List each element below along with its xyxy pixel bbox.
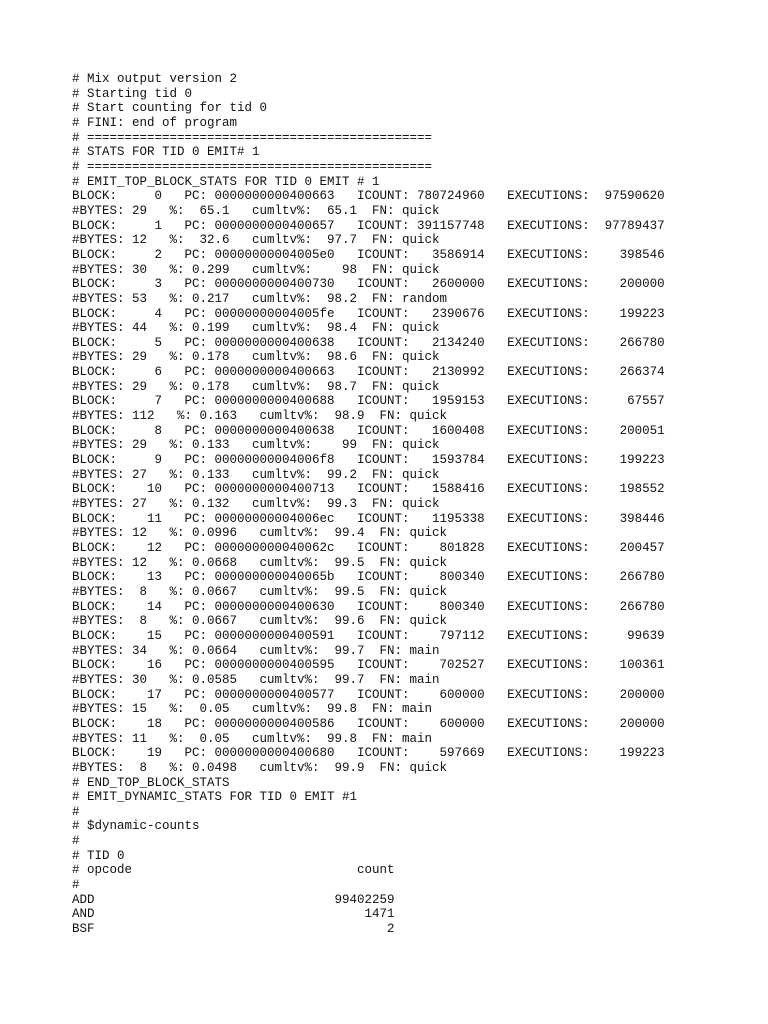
text-line: #BYTES: 53 %: 0.217 cumltv%: 98.2 FN: random — [72, 291, 448, 306]
text-line: ADD 99402259 — [72, 892, 395, 907]
text-line: BLOCK: 11 PC: 00000000004006ec ICOUNT: 1195338 EXECUTIONS: 398446 — [72, 511, 665, 526]
text-line: #BYTES: 8 %: 0.0498 cumltv%: 99.9 FN: quick — [72, 760, 448, 775]
text-line: BLOCK: 0 PC: 0000000000400663 ICOUNT: 780724960 EXECUTIONS: 97590620 — [72, 189, 665, 204]
text-line: # TID 0 — [72, 848, 125, 863]
text-line: BLOCK: 12 PC: 000000000040062c ICOUNT: 801828 EXECUTIONS: 200457 — [72, 541, 665, 555]
text-line: #BYTES: 27 %: 0.133 cumltv%: 99.2 FN: quick — [72, 467, 440, 482]
text-line: BLOCK: 9 PC: 00000000004006f8 ICOUNT: 1593784 EXECUTIONS: 199223 — [72, 453, 665, 468]
text-line: BLOCK: 17 PC: 0000000000400577 ICOUNT: 600000 EXECUTIONS: 200000 — [72, 687, 665, 702]
text-line: # — [72, 804, 80, 819]
text-line: #BYTES: 8 %: 0.0667 cumltv%: 99.6 FN: quick — [72, 614, 448, 629]
text-line: #BYTES: 8 %: 0.0667 cumltv%: 99.5 FN: quick — [72, 584, 448, 599]
text-line: # ============================================== — [72, 159, 433, 174]
text-line: #BYTES: 15 %: 0.05 cumltv%: 99.8 FN: main — [72, 702, 433, 717]
text-line: #BYTES: 30 %: 0.0585 cumltv%: 99.7 FN: main — [72, 672, 440, 687]
text-line: # Starting tid 0 — [72, 86, 193, 101]
text-line: #BYTES: 34 %: 0.0664 cumltv%: 99.7 FN: main — [72, 643, 440, 658]
text-line: BSF 2 — [72, 922, 395, 937]
text-line: #BYTES: 44 %: 0.199 cumltv%: 98.4 FN: quick — [72, 321, 440, 336]
text-line: BLOCK: 10 PC: 0000000000400713 ICOUNT: 1588416 EXECUTIONS: 198552 — [72, 482, 665, 497]
text-line: # END_TOP_BLOCK_STATS — [72, 775, 230, 790]
text-line: BLOCK: 14 PC: 0000000000400630 ICOUNT: 800340 EXECUTIONS: 266780 — [72, 599, 665, 614]
text-line: # opcode count — [72, 863, 395, 878]
text-line: #BYTES: 11 %: 0.05 cumltv%: 99.8 FN: main — [72, 731, 433, 746]
text-line: BLOCK: 18 PC: 0000000000400586 ICOUNT: 600000 EXECUTIONS: 200000 — [72, 716, 665, 731]
text-line: BLOCK: 7 PC: 0000000000400688 ICOUNT: 1959153 EXECUTIONS: 67557 — [72, 394, 665, 409]
text-line: #BYTES: 12 %: 32.6 cumltv%: 97.7 FN: quick — [72, 233, 440, 248]
text-line: AND 1471 — [72, 907, 395, 922]
text-line: BLOCK: 6 PC: 0000000000400663 ICOUNT: 2130992 EXECUTIONS: 266374 — [72, 365, 665, 380]
text-line: #BYTES: 112 %: 0.163 cumltv%: 98.9 FN: quick — [72, 409, 448, 424]
text-line: #BYTES: 30 %: 0.299 cumltv%: 98 FN: quick — [72, 262, 440, 277]
text-line: # Start counting for tid 0 — [72, 101, 268, 116]
text-line: BLOCK: 13 PC: 000000000040065b ICOUNT: 800340 EXECUTIONS: 266780 — [72, 570, 665, 585]
document-page — [72, 72, 712, 937]
text-line: BLOCK: 1 PC: 0000000000400657 ICOUNT: 391157748 EXECUTIONS: 97789437 — [72, 218, 665, 233]
text-line: # STATS FOR TID 0 EMIT# 1 — [72, 145, 260, 160]
text-line: BLOCK: 8 PC: 0000000000400638 ICOUNT: 1600408 EXECUTIONS: 200051 — [72, 423, 665, 438]
text-line: # Mix output version 2 — [72, 72, 238, 86]
text-line: #BYTES: 29 %: 65.1 cumltv%: 65.1 FN: quick — [72, 203, 440, 218]
text-line: #BYTES: 27 %: 0.132 cumltv%: 99.3 FN: quick — [72, 497, 440, 512]
text-line: #BYTES: 12 %: 0.0996 cumltv%: 99.4 FN: quick — [72, 526, 448, 541]
text-line: #BYTES: 29 %: 0.133 cumltv%: 99 FN: quick — [72, 438, 440, 453]
text-line: # — [72, 878, 80, 893]
text-line: # — [72, 834, 80, 849]
text-line: #BYTES: 12 %: 0.0668 cumltv%: 99.5 FN: quick — [72, 555, 448, 570]
text-line: BLOCK: 3 PC: 0000000000400730 ICOUNT: 2600000 EXECUTIONS: 200000 — [72, 277, 665, 292]
text-line: # $dynamic-counts — [72, 819, 200, 834]
text-line: BLOCK: 4 PC: 00000000004005fe ICOUNT: 2390676 EXECUTIONS: 199223 — [72, 306, 665, 321]
text-line: # ============================================== — [72, 130, 433, 145]
text-line: # FINI: end of program — [72, 115, 238, 130]
text-line: #BYTES: 29 %: 0.178 cumltv%: 98.6 FN: quick — [72, 350, 440, 365]
text-line: # EMIT_DYNAMIC_STATS FOR TID 0 EMIT #1 — [72, 790, 358, 805]
text-line: #BYTES: 29 %: 0.178 cumltv%: 98.7 FN: quick — [72, 379, 440, 394]
text-line: BLOCK: 19 PC: 0000000000400680 ICOUNT: 597669 EXECUTIONS: 199223 — [72, 746, 665, 761]
text-line: BLOCK: 2 PC: 00000000004005e0 ICOUNT: 3586914 EXECUTIONS: 398546 — [72, 247, 665, 262]
text-line: # EMIT_TOP_BLOCK_STATS FOR TID 0 EMIT # 1 — [72, 174, 380, 189]
text-line: BLOCK: 16 PC: 0000000000400595 ICOUNT: 702527 EXECUTIONS: 100361 — [72, 658, 665, 673]
text-line: BLOCK: 15 PC: 0000000000400591 ICOUNT: 797112 EXECUTIONS: 99639 — [72, 628, 665, 643]
text-line: BLOCK: 5 PC: 0000000000400638 ICOUNT: 2134240 EXECUTIONS: 266780 — [72, 335, 665, 350]
